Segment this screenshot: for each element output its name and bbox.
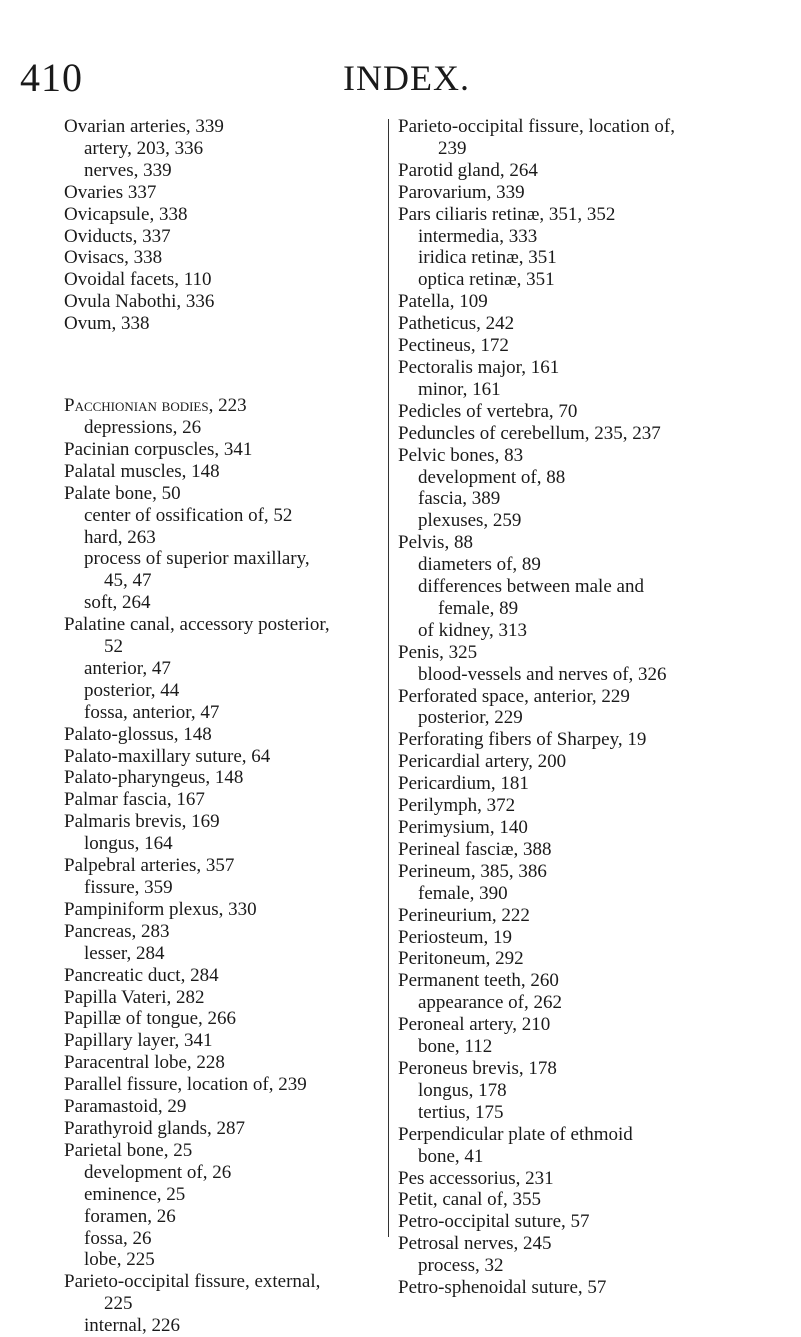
index-entry: development of, 26 — [84, 1161, 232, 1183]
index-entry: blood-vessels and nerves of, 326 — [418, 663, 667, 685]
index-entry: Peroneal artery, 210 — [398, 1014, 551, 1036]
index-entry: eminence, 25 — [84, 1183, 186, 1205]
index-entry: Petro-occipital suture, 57 — [398, 1211, 590, 1233]
index-entry: Ovicapsule, 338 — [64, 203, 188, 225]
index-entry: Parotid gland, 264 — [398, 159, 538, 181]
index-entry: Palpebral arteries, 357 — [64, 855, 235, 877]
index-column-right — [398, 116, 743, 1299]
index-entry: Palato-maxillary suture, 64 — [64, 745, 271, 767]
index-entry: Perineurium, 222 — [398, 904, 530, 926]
index-entry: Palmar fascia, 167 — [64, 789, 205, 811]
index-entry: intermedia, 333 — [418, 225, 538, 247]
index-column-left — [64, 116, 382, 1337]
index-entry: Papillary layer, 341 — [64, 1030, 213, 1052]
index-entry: optica retinæ, 351 — [418, 269, 555, 291]
index-entry: differences between male and — [418, 576, 644, 598]
index-entry: Paramastoid, 29 — [64, 1096, 187, 1118]
index-entry: Perforating fibers of Sharpey, 19 — [398, 729, 647, 751]
index-entry: Petro-sphenoidal suture, 57 — [398, 1277, 607, 1299]
index-entry: process of superior maxillary, — [84, 548, 310, 570]
index-entry: Pancreas, 283 — [64, 920, 170, 942]
index-entry: process, 32 — [418, 1255, 504, 1277]
page-number: 410 — [20, 55, 83, 100]
index-entry: Parietal bone, 25 — [64, 1139, 193, 1161]
index-entry: hard, 263 — [84, 526, 156, 548]
index-entry: Penis, 325 — [398, 641, 478, 663]
index-entry: Perilymph, 372 — [398, 795, 516, 817]
index-entry: Pelvis, 88 — [398, 532, 473, 554]
index-entry: Ovisacs, 338 — [64, 247, 163, 269]
index-entry: longus, 164 — [84, 833, 173, 855]
index-entry: Peroneus brevis, 178 — [398, 1057, 557, 1079]
index-entry: Parieto-occipital fissure, location of, — [398, 116, 675, 137]
index-entry: Papilla Vateri, 282 — [64, 986, 205, 1008]
index-entry: Perineum, 385, 386 — [398, 860, 547, 882]
index-entry: Patella, 109 — [398, 291, 488, 313]
index-entry: female, 390 — [418, 882, 508, 904]
index-entry: lobe, 225 — [84, 1249, 155, 1271]
index-entry: Permanent teeth, 260 — [398, 970, 559, 992]
index-entry: Pericardium, 181 — [398, 773, 529, 795]
index-entry: plexuses, 259 — [418, 510, 522, 532]
index-entry: fissure, 359 — [84, 877, 173, 898]
index-entry: appearance of, 262 — [418, 992, 563, 1014]
index-entry: Oviducts, 337 — [64, 225, 171, 247]
index-entry: Palmaris brevis, 169 — [64, 811, 220, 833]
index-entry: depressions, 26 — [84, 416, 202, 438]
index-entry: Pacinian corpuscles, 341 — [64, 438, 253, 460]
index-entry: longus, 178 — [418, 1079, 507, 1101]
index-entry: foramen, 26 — [84, 1205, 176, 1227]
index-entry: Ovaries 337 — [64, 181, 157, 203]
index-entry: nerves, 339 — [84, 159, 172, 181]
index-entry: Pelvic bones, 83 — [398, 444, 524, 466]
index-entry: Paracentral lobe, 228 — [64, 1052, 225, 1074]
index-entry: Pericardial artery, 200 — [398, 751, 567, 773]
column-divider — [388, 119, 389, 1237]
index-entry: Perpendicular plate of ethmoid — [398, 1123, 633, 1145]
index-entry: 52 — [104, 636, 123, 658]
index-entry: lesser, 284 — [84, 942, 165, 964]
page-header — [0, 0, 801, 110]
index-entry: Parathyroid glands, 287 — [64, 1117, 246, 1139]
index-entry: Palate bone, 50 — [64, 482, 181, 504]
running-head: INDEX. — [343, 58, 470, 98]
index-entry: iridica retinæ, 351 — [418, 247, 557, 269]
index-entry: Patheticus, 242 — [398, 313, 515, 335]
index-entry: Ovula Nabothi, 336 — [64, 291, 215, 313]
index-entry: 239 — [438, 137, 467, 159]
index-entry: Peritoneum, 292 — [398, 948, 524, 970]
index-entry: Pacchionian bodies, 223 — [64, 395, 247, 417]
index-entry: Papillæ of tongue, 266 — [64, 1008, 237, 1030]
index-entry: Petrosal nerves, 245 — [398, 1233, 552, 1255]
index-entry: Ovoidal facets, 110 — [64, 269, 212, 291]
index-entry: Palato-pharyngeus, 148 — [64, 767, 244, 789]
index-entry: diameters of, 89 — [418, 554, 541, 576]
index-entry: Perimysium, 140 — [398, 817, 528, 838]
index-entry: Periosteum, 19 — [398, 926, 512, 948]
index-entry: anterior, 47 — [84, 657, 171, 679]
index-entry: tertius, 175 — [418, 1101, 504, 1123]
index-entry: soft, 264 — [84, 592, 151, 614]
index-entry: Palatal muscles, 148 — [64, 460, 220, 482]
index-entry: Parieto-occipital fissure, external, — [64, 1271, 321, 1293]
index-entry: of kidney, 313 — [418, 619, 528, 641]
index-entry: Pars ciliaris retinæ, 351, 352 — [398, 203, 616, 225]
index-entry: Pectoralis major, 161 — [398, 356, 560, 378]
index-entry: Peduncles of cerebellum, 235, 237 — [398, 422, 661, 444]
index-entry: Petit, canal of, 355 — [398, 1189, 541, 1211]
index-entry: fascia, 389 — [418, 488, 501, 510]
index-entry: 225 — [104, 1293, 133, 1315]
index-entry: center of ossification of, 52 — [84, 504, 293, 526]
index-entry: posterior, 44 — [84, 679, 180, 701]
index-entry: minor, 161 — [418, 378, 501, 400]
index-entry: posterior, 229 — [418, 707, 523, 729]
index-entry: Parallel fissure, location of, 239 — [64, 1074, 307, 1096]
index-entry: Perforated space, anterior, 229 — [398, 685, 630, 707]
index-entry: internal, 226 — [84, 1315, 181, 1337]
index-entry: Perineal fasciæ, 388 — [398, 838, 552, 860]
index-entry: Pectineus, 172 — [398, 335, 509, 357]
index-entry: fossa, 26 — [84, 1227, 152, 1249]
index-entry: bone, 112 — [418, 1036, 493, 1058]
index-entry: fossa, anterior, 47 — [84, 701, 220, 723]
index-entry: bone, 41 — [418, 1145, 484, 1167]
section-gap — [64, 354, 382, 376]
index-entry: female, 89 — [438, 597, 519, 619]
index-entry: artery, 203, 336 — [84, 137, 204, 159]
index-entry: 45, 47 — [104, 570, 152, 592]
index-entry: Ovarian arteries, 339 — [64, 116, 224, 137]
index-entry: Pancreatic duct, 284 — [64, 964, 219, 986]
index-entry: Pes accessorius, 231 — [398, 1167, 554, 1189]
index-entry: development of, 88 — [418, 466, 566, 488]
index-entry: Palato-glossus, 148 — [64, 723, 212, 745]
index-entry: Palatine canal, accessory posterior, — [64, 614, 330, 636]
index-entry: Pedicles of vertebra, 70 — [398, 400, 578, 422]
index-entry: Ovum, 338 — [64, 313, 150, 335]
index-entry: Pampiniform plexus, 330 — [64, 898, 257, 920]
index-entry: Parovarium, 339 — [398, 181, 525, 203]
